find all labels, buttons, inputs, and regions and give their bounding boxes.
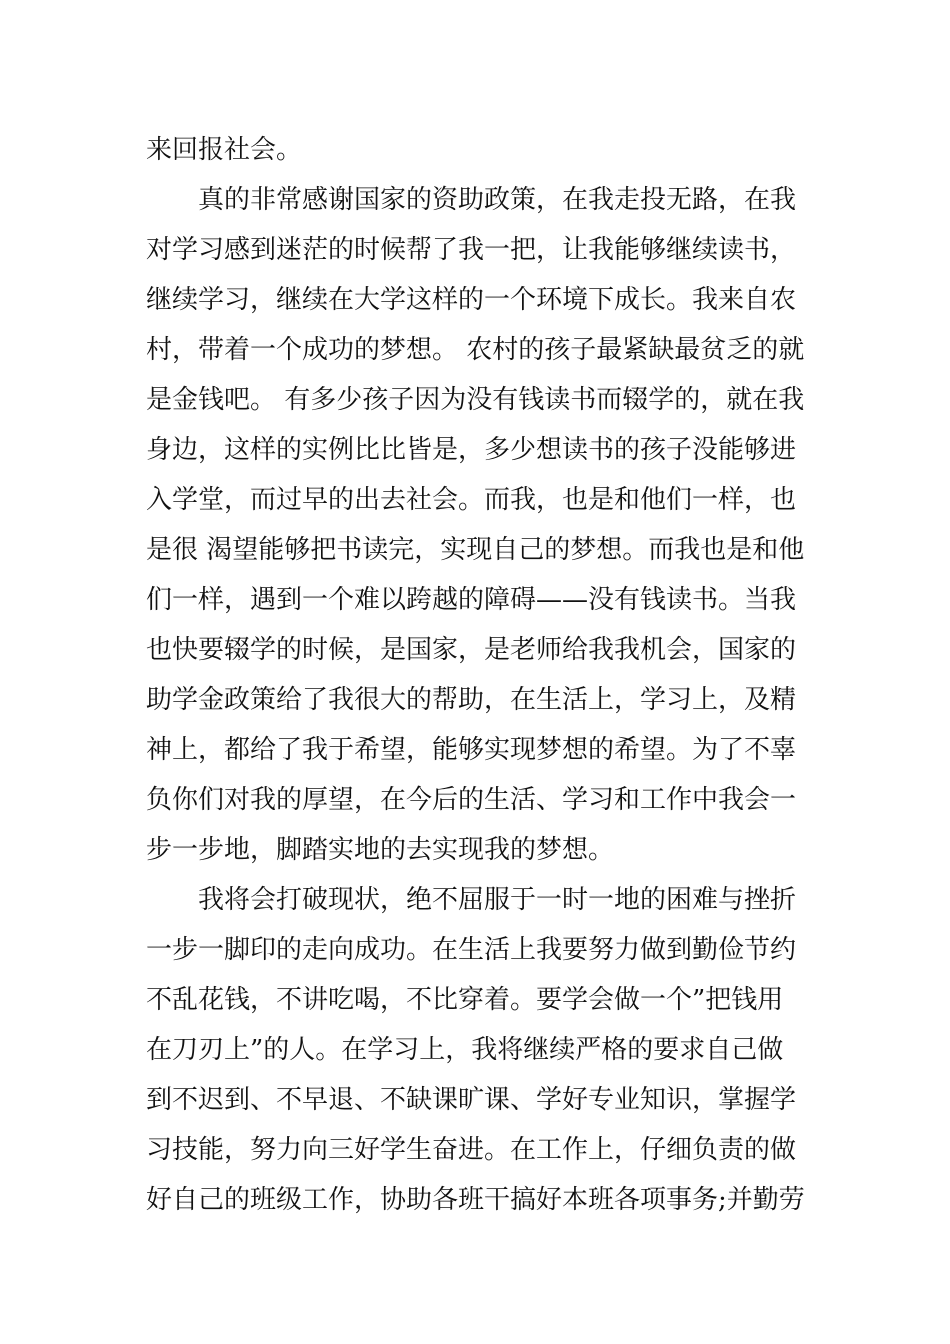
text-line: 好自己的班级工作，协助各班干搞好本班各项事务;并勤劳	[146, 1185, 805, 1215]
text-line: 负你们对我的厚望，在今后的生活、学习和工作中我会一	[146, 785, 797, 815]
text-line: 来回报社会。	[146, 135, 303, 165]
text-line: 对学习感到迷茫的时候帮了我一把，让我能够继续读书，	[146, 235, 797, 265]
text-line: 村，带着一个成功的梦想。 农村的孩子最紧缺最贫乏的就	[146, 335, 805, 365]
text-line: 到不迟到、不早退、不缺课旷课、学好专业知识，掌握学	[146, 1085, 797, 1115]
text-line: 不乱花钱，不讲吃喝，不比穿着。要学会做一个”把钱用	[146, 985, 784, 1015]
text-line: 真的非常感谢国家的资助政策，在我走投无路，在我	[146, 185, 797, 215]
text-line: 是金钱吧。 有多少孩子因为没有钱读书而辍学的，就在我	[146, 385, 805, 415]
text-line: 助学金政策给了我很大的帮助，在生活上，学习上，及精	[146, 685, 797, 715]
text-line: 习技能，努力向三好学生奋进。在工作上，仔细负责的做	[146, 1135, 797, 1165]
text-line: 身边，这样的实例比比皆是，多少想读书的孩子没能够进	[146, 435, 797, 465]
text-line: 步一步地，脚踏实地的去实现我的梦想。	[146, 835, 615, 865]
text-line: 继续学习，继续在大学这样的一个环境下成长。我来自农	[146, 285, 797, 315]
text-line: 是很 渴望能够把书读完，实现自己的梦想。而我也是和他	[146, 535, 805, 565]
text-line: 一步一脚印的走向成功。在生活上我要努力做到勤俭节约	[146, 935, 797, 965]
text-line: 入学堂，而过早的出去社会。而我，也是和他们一样，也	[146, 485, 797, 515]
text-line: 在刀刃上”的人。在学习上，我将继续严格的要求自己做	[146, 1035, 784, 1065]
text-line: 也快要辍学的时候，是国家，是老师给我我机会，国家的	[146, 635, 797, 665]
text-line: 我将会打破现状，绝不屈服于一时一地的困难与挫折	[146, 885, 797, 915]
text-line: 们一样，遇到一个难以跨越的障碍——没有钱读书。当我	[146, 585, 797, 615]
text-line: 神上，都给了我于希望，能够实现梦想的希望。为了不辜	[146, 735, 797, 765]
